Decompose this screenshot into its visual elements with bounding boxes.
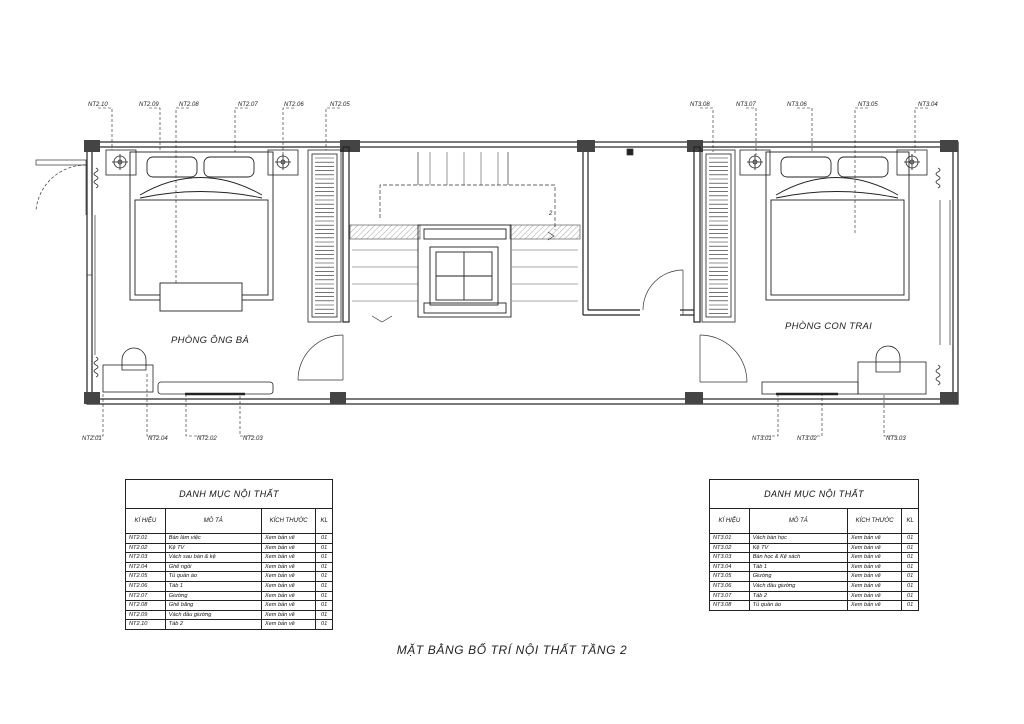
schedule-size: Xem bản vẽ: [847, 572, 901, 582]
schedule-column-header: MÔ TẢ: [749, 509, 847, 534]
schedule-code: NT3.03: [710, 553, 750, 563]
furniture-tag: NT2.07: [238, 102, 258, 108]
schedule-size: Xem bản vẽ: [261, 534, 315, 544]
schedule-quantity: 01: [316, 562, 333, 572]
furniture-tag: NT3.08: [690, 102, 710, 108]
tag-leader-line: [186, 394, 207, 436]
drawing-caption: MẶT BẰNG BỐ TRÍ NỘI THẤT TẦNG 2: [396, 643, 628, 657]
schedule-quantity: 01: [902, 543, 919, 553]
schedule-code: NT2.04: [126, 562, 166, 572]
furniture-schedule-left: [125, 479, 333, 630]
schedule-quantity: 01: [316, 581, 333, 591]
schedule-code: NT2.02: [126, 543, 166, 553]
schedule-description: Táb 2: [749, 591, 847, 601]
schedule-description: Tủ quần áo: [749, 601, 847, 611]
table-row: [710, 572, 919, 582]
schedule-code: NT2.05: [126, 572, 166, 582]
schedule-description: Ghế băng: [165, 601, 261, 611]
schedule-description: Giường: [749, 572, 847, 582]
schedule-size: Xem bản vẽ: [847, 562, 901, 572]
table-row: [710, 562, 919, 572]
schedule-description: Vách bàn học: [749, 534, 847, 544]
table-row: [126, 620, 333, 630]
schedule-description: Bàn làm việc: [165, 534, 261, 544]
furniture-tag: NT2.09: [139, 102, 159, 108]
wardrobe-left: [308, 150, 341, 322]
schedule-description: Kệ TV: [165, 543, 261, 553]
schedule-code: NT3.06: [710, 581, 750, 591]
tag-leader-line: [176, 108, 189, 283]
room-label-right: PHÒNG CON TRAI: [785, 321, 873, 332]
schedule-size: Xem bản vẽ: [261, 581, 315, 591]
schedule-code: NT3.05: [710, 572, 750, 582]
schedule-size: Xem bản vẽ: [261, 620, 315, 630]
schedule-description: Táb 1: [165, 581, 261, 591]
table-row: [126, 534, 333, 544]
schedule-size: Xem bản vẽ: [847, 534, 901, 544]
schedule-quantity: 01: [316, 543, 333, 553]
room-label-left: PHÒNG ÔNG BÀ: [171, 335, 250, 346]
elevator: [418, 225, 511, 317]
schedule-size: Xem bản vẽ: [261, 572, 315, 582]
schedule-size: Xem bản vẽ: [261, 591, 315, 601]
wall-posts: [84, 140, 958, 404]
nightstand-right-1: [740, 150, 770, 175]
table-row: [126, 610, 333, 620]
schedule-description: Vách đầu giường: [749, 581, 847, 591]
schedule-description: Bàn học & Kệ sách: [749, 553, 847, 563]
furniture-tag: NT3.05: [858, 102, 878, 108]
schedule-description: Kệ TV: [749, 543, 847, 553]
furniture-tag: NT3.02: [797, 436, 817, 442]
schedule-code: NT3.07: [710, 591, 750, 601]
schedule-code: NT2.10: [126, 620, 166, 630]
schedule-quantity: 01: [902, 581, 919, 591]
window-left-wall: [87, 215, 95, 355]
tag-leader-line: [855, 108, 868, 235]
schedule-code: NT3.08: [710, 601, 750, 611]
desk-left: [103, 348, 273, 394]
tag-leader-line: [915, 108, 928, 155]
corridor-door: [627, 149, 683, 315]
door-left-bedroom: [298, 335, 343, 380]
schedule-column-header: KÍCH THƯỚC: [847, 509, 901, 534]
table-row: [126, 553, 333, 563]
table-row: [710, 581, 919, 591]
furniture-tag: NT3.07: [736, 102, 756, 108]
wardrobe-right: [702, 150, 735, 322]
schedule-code: NT3.04: [710, 562, 750, 572]
furniture-tag: NT2.01: [82, 436, 102, 442]
schedule-quantity: 01: [316, 534, 333, 544]
tag-leader-line: [884, 394, 896, 436]
schedule-title-left: DANH MỤC NỘI THẤT: [126, 480, 333, 509]
tag-leader-line: [235, 108, 248, 152]
schedule-column-header: MÔ TẢ: [165, 509, 261, 534]
schedule-description: Giường: [165, 591, 261, 601]
tag-leader-line: [98, 108, 112, 150]
schedule-quantity: 01: [316, 610, 333, 620]
furniture-tag: NT3.06: [787, 102, 807, 108]
tag-leader-line: [797, 108, 812, 152]
table-row: [710, 543, 919, 553]
schedule-quantity: 01: [902, 601, 919, 611]
schedule-description: Táb 1: [749, 562, 847, 572]
schedule-quantity: 01: [902, 534, 919, 544]
schedule-quantity: 01: [902, 562, 919, 572]
table-row: [126, 591, 333, 601]
schedule-size: Xem bản vẽ: [261, 601, 315, 611]
schedule-description: Tủ quần áo: [165, 572, 261, 582]
outer-walls: [87, 142, 958, 404]
schedule-code: NT2.01: [126, 534, 166, 544]
schedule-code: NT3.01: [710, 534, 750, 544]
bed-right: [766, 152, 909, 300]
schedule-column-header: KÍ HIỆU: [126, 509, 166, 534]
furniture-tag: NT3.01: [752, 436, 772, 442]
table-row: [710, 553, 919, 563]
table-row: [710, 601, 919, 611]
schedule-column-header: KÍ HIỆU: [710, 509, 750, 534]
furniture-tag: NT2.08: [179, 102, 199, 108]
schedule-size: Xem bản vẽ: [847, 601, 901, 611]
tag-leader-line: [326, 108, 340, 150]
schedule-quantity: 01: [316, 572, 333, 582]
nightstand-left-1: [106, 150, 136, 175]
schedule-description: Táb 2: [165, 620, 261, 630]
schedule-size: Xem bản vẽ: [261, 562, 315, 572]
entry-door-left: [36, 160, 86, 215]
schedule-code: NT2.06: [126, 581, 166, 591]
tag-leader-line: [746, 108, 756, 155]
schedule-column-header: KL: [316, 509, 333, 534]
furniture-tag: NT3.04: [918, 102, 938, 108]
tag-leader-line: [807, 394, 822, 436]
schedule-quantity: 01: [902, 572, 919, 582]
schedule-quantity: 01: [902, 591, 919, 601]
furniture-tag: NT2.04: [148, 436, 168, 442]
schedule-title-right: DANH MỤC NỘI THẤT: [710, 480, 919, 509]
schedule-size: Xem bản vẽ: [847, 553, 901, 563]
schedule-quantity: 01: [316, 620, 333, 630]
schedule-size: Xem bản vẽ: [847, 581, 901, 591]
schedule-code: NT3.02: [710, 543, 750, 553]
furniture-tag: NT2.02: [197, 436, 217, 442]
schedule-quantity: 01: [902, 553, 919, 563]
stair-level-mark: 2: [549, 211, 553, 217]
schedule-size: Xem bản vẽ: [847, 543, 901, 553]
furniture-tag: NT2.10: [88, 102, 108, 108]
table-row: [126, 572, 333, 582]
schedule-column-header: KÍCH THƯỚC: [261, 509, 315, 534]
window-right-wall: [940, 200, 953, 345]
tag-leader-line: [240, 394, 253, 436]
door-right-bedroom: [700, 335, 747, 382]
bed-left: [130, 152, 273, 311]
schedule-description: Ghế ngồi: [165, 562, 261, 572]
schedule-size: Xem bản vẽ: [261, 543, 315, 553]
curtain-right: [936, 168, 940, 385]
tag-leader-line: [762, 394, 778, 436]
table-row: [126, 543, 333, 553]
furniture-tag: NT2.06: [284, 102, 304, 108]
tag-leader-line: [283, 108, 294, 155]
schedule-description: Vách sau bàn & kệ: [165, 553, 261, 563]
furniture-schedule-right: [709, 479, 919, 611]
schedule-size: Xem bản vẽ: [847, 591, 901, 601]
curtain-left: [94, 168, 98, 377]
furniture-tag: NT2.03: [243, 436, 263, 442]
table-row: [710, 534, 919, 544]
schedule-description: Vách đầu giường: [165, 610, 261, 620]
furniture-tag: NT2.05: [330, 102, 350, 108]
schedule-size: Xem bản vẽ: [261, 553, 315, 563]
schedule-quantity: 01: [316, 601, 333, 611]
nightstand-right-2: [897, 150, 927, 175]
table-row: [126, 581, 333, 591]
stair-hatch: [350, 225, 580, 239]
schedule-code: NT2.07: [126, 591, 166, 601]
table-row: [126, 562, 333, 572]
schedule-quantity: 01: [316, 553, 333, 563]
schedule-quantity: 01: [316, 591, 333, 601]
desk-right: [762, 346, 926, 394]
schedule-code: NT2.08: [126, 601, 166, 611]
schedule-column-header: KL: [902, 509, 919, 534]
schedule-size: Xem bản vẽ: [261, 610, 315, 620]
tag-leader-line: [149, 108, 160, 152]
table-row: [126, 601, 333, 611]
schedule-code: NT2.09: [126, 610, 166, 620]
table-row: [710, 591, 919, 601]
schedule-code: NT2.03: [126, 553, 166, 563]
furniture-tag: NT3.03: [886, 436, 906, 442]
